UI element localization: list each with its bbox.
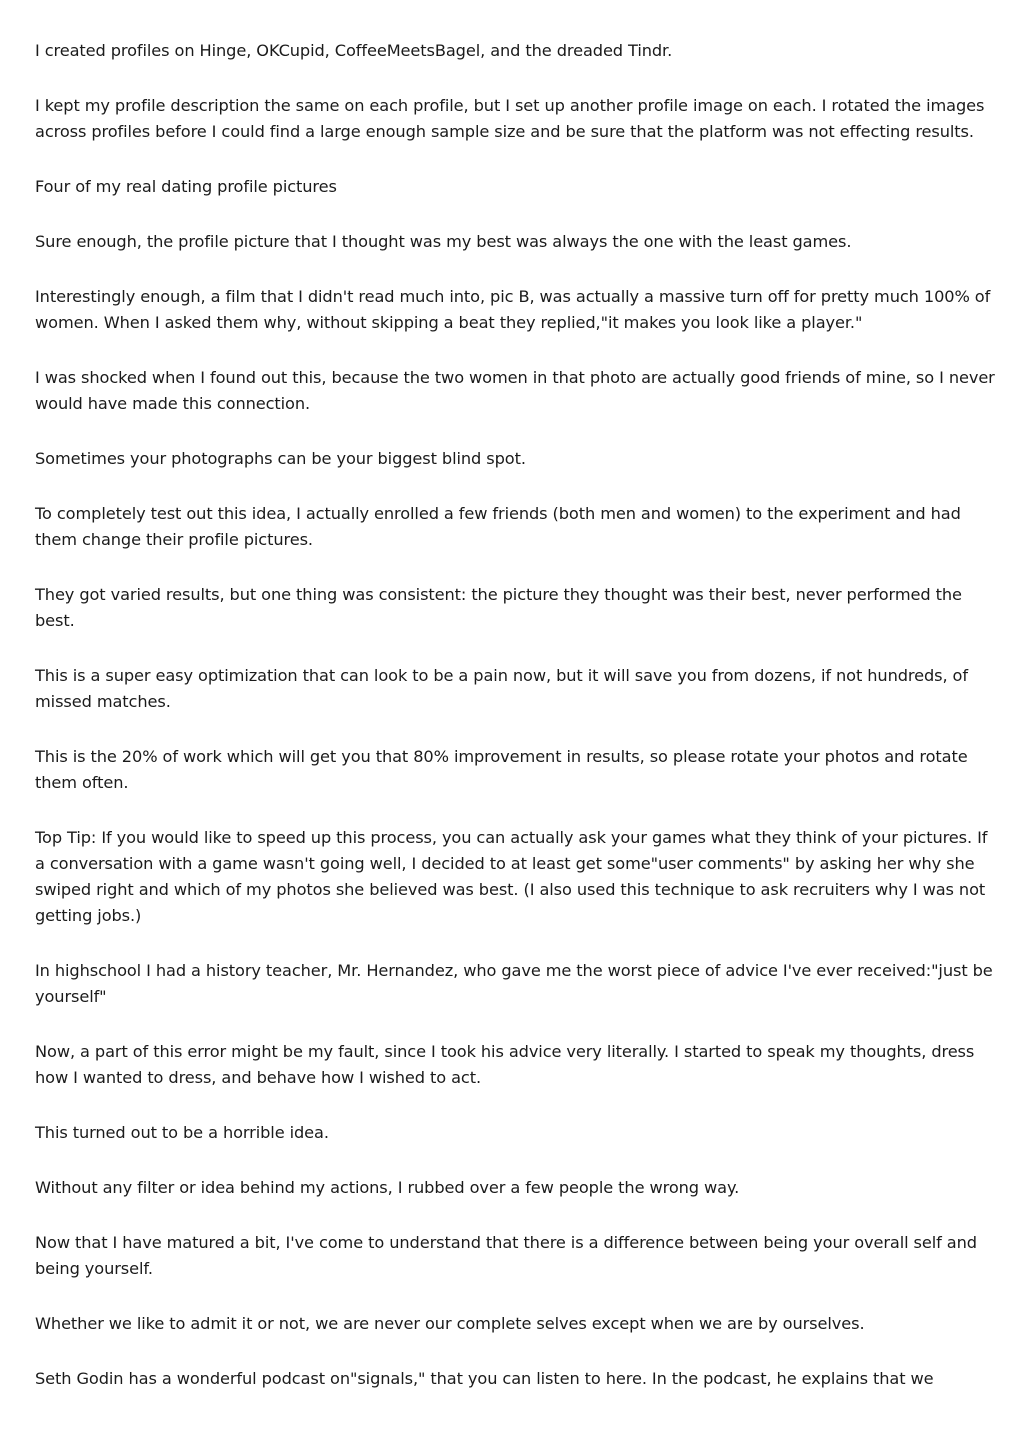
paragraph-15: This turned out to be a horrible idea.: [35, 1123, 329, 1142]
paragraph-2: I kept my profile description the same on each profile, but I set up another profile image on each. I rotated the images across profiles before I could find a large enough sample size and be sure that the platform was not effecting results.: [35, 96, 985, 141]
paragraph-4: Sure enough, the profile picture that I thought was my best was always the one with the least games.: [35, 232, 852, 251]
paragraph-5: Interestingly enough, a film that I didn't read much into, pic B, was actually a massive turn off for pretty much 100% of women. When I asked them why, without skipping a beat they replied,"it makes you look like a player.": [35, 287, 991, 332]
paragraph-9: They got varied results, but one thing was consistent: the picture they thought was their best, never performed the best.: [35, 585, 962, 630]
paragraph-17: Now that I have matured a bit, I've come to understand that there is a difference between being your overall self and being yourself.: [35, 1233, 977, 1278]
top-tip-paragraph: Top Tip: If you would like to speed up this process, you can actually ask your games what they think of your pictures. If a conversation with a game wasn't going well, I decided to at least get some"user comments" by asking her why she swiped right and which of my photos she believed was best. (I also used this technique to ask recruiters why I was not getting jobs.): [35, 828, 988, 925]
image-caption: Four of my real dating profile pictures: [35, 177, 337, 196]
paragraph-11: This is the 20% of work which will get you that 80% improvement in results, so please rotate your photos and rotate them often.: [35, 747, 968, 792]
paragraph-7: Sometimes your photographs can be your biggest blind spot.: [35, 449, 526, 468]
paragraph-10: This is a super easy optimization that can look to be a pain now, but it will save you from dozens, if not hundreds, of missed matches.: [35, 666, 968, 711]
paragraph-16: Without any filter or idea behind my actions, I rubbed over a few people the wrong way.: [35, 1178, 740, 1197]
paragraph-18: Whether we like to admit it or not, we are never our complete selves except when we are by ourselves.: [35, 1314, 865, 1333]
paragraph-8: To completely test out this idea, I actually enrolled a few friends (both men and women) to the experiment and had them change their profile pictures.: [35, 504, 961, 549]
paragraph-19: Seth Godin has a wonderful podcast on"signals," that you can listen to here. In the podcast, he explains that we: [35, 1369, 934, 1388]
paragraph-6: I was shocked when I found out this, because the two women in that photo are actually good friends of mine, so I never would have made this connection.: [35, 368, 995, 413]
paragraph-13: In highschool I had a history teacher, Mr. Hernandez, who gave me the worst piece of advice I've ever received:"just be yourself": [35, 961, 993, 1006]
paragraph-1: I created profiles on Hinge, OKCupid, CoffeeMeetsBagel, and the dreaded Tindr.: [35, 41, 673, 60]
article-body: [35, 38, 995, 1421]
paragraph-14: Now, a part of this error might be my fault, since I took his advice very literally. I started to speak my thoughts, dress how I wanted to dress, and behave how I wished to act.: [35, 1042, 975, 1087]
